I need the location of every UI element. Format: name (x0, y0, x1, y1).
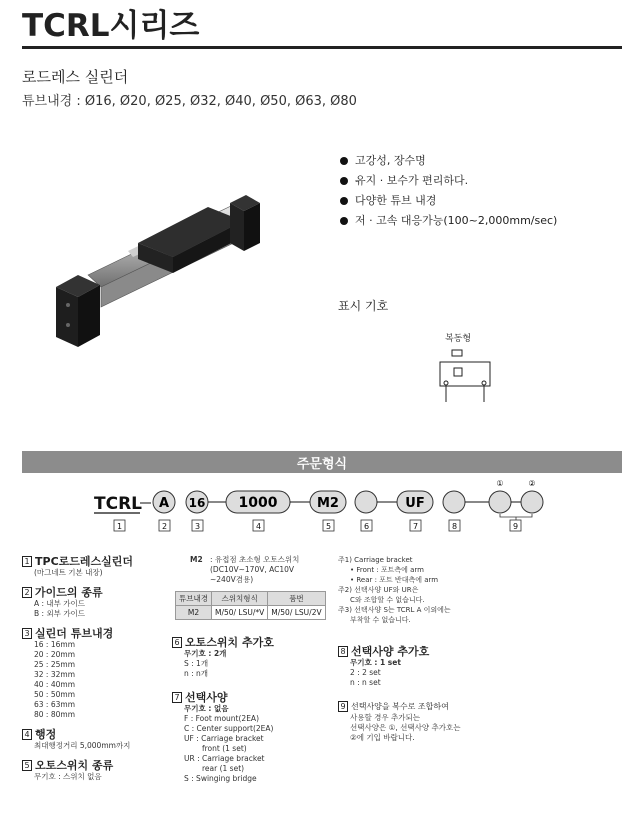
section-item: 80 : 80mm (34, 710, 75, 719)
option-mark: ② (528, 479, 536, 488)
section-item: 사용할 경우 추가되는 (350, 713, 420, 722)
code-token: 1000 (238, 495, 278, 511)
table-cell: M/50/ LSU/2V (268, 606, 325, 620)
section-heading: 4 행정 (22, 728, 172, 741)
page-title: TCRL시리즈 (22, 8, 200, 44)
section-item: UF : Carriage bracket (184, 734, 264, 743)
code-box-number: 6 (363, 522, 370, 531)
note-line: C와 조합할 수 없습니다. (350, 596, 425, 604)
spec-column-3 (338, 555, 488, 743)
section-heading: 1 TPC로드레스실린더 (22, 555, 172, 568)
symbol-label: 복동형 (445, 334, 472, 344)
section-item: 선택사양은 ①, 선택사양 추가호는 (350, 723, 461, 732)
switch-table (175, 591, 326, 620)
note-line: • Rear : 포트 반대측에 arm (350, 576, 439, 584)
section-item: 50 : 50mm (34, 690, 75, 699)
code-box-number: 4 (255, 522, 262, 531)
m2-description: M2 : 유접점 초소형 오토스위치 (DC10V~170V, AC10V ~240V겸용) (190, 555, 300, 584)
double-acting-symbol-icon (430, 348, 500, 404)
section-item: C : Center support(2EA) (184, 724, 274, 733)
section-item: 최대행정거리 5,000mm까지 (34, 741, 131, 750)
code-token: UF (405, 496, 425, 511)
order-format-title: 주문형식 (296, 457, 348, 472)
section-item: 무기호 : 2개 (184, 649, 227, 658)
section-heading: 8 선택사양 추가호 (338, 645, 488, 658)
section-item: S : 1개 (184, 659, 209, 668)
note-line: • Front : 포트측에 arm (350, 566, 425, 574)
bullet-icon (340, 157, 348, 165)
bullet-icon (340, 217, 348, 225)
section-heading: 7 선택사양 (172, 691, 332, 704)
order-format-bar (22, 451, 622, 473)
section-heading: 6 오토스위치 추가호 (172, 636, 332, 649)
code-box-number: 7 (412, 522, 419, 531)
code-token: M2 (317, 496, 339, 511)
code-box-number: 9 (512, 522, 519, 531)
note-line: 주3) 선택사양 S는 TCRL A 이외에는 (338, 606, 451, 614)
section-heading: 5 오토스위치 종류 (22, 759, 172, 772)
code-token: TCRL (94, 494, 142, 514)
feature-item: 고강성, 장수명 (340, 151, 557, 171)
note-line: 주2) 선택사양 UF와 UR은 (338, 586, 419, 594)
section-item: 무기호 : 스위치 없음 (34, 772, 102, 781)
section-heading: 2 가이드의 종류 (22, 586, 172, 599)
feature-item: 다양한 튜브 내경 (340, 191, 557, 211)
table-header: 품번 (268, 592, 325, 606)
code-box-number: 1 (116, 522, 123, 531)
section-item: rear (1 set) (202, 764, 245, 773)
section-item: front (1 set) (202, 744, 247, 753)
section-item: 32 : 32mm (34, 670, 75, 679)
table-header: 스위치형식 (211, 592, 267, 606)
section-item: 16 : 16mm (34, 640, 75, 649)
section-item: S : Swinging bridge (184, 774, 257, 783)
spec-column-2 (172, 555, 332, 784)
table-cell: M/50/ LSU/*V (211, 606, 267, 620)
code-box-number: 8 (451, 522, 458, 531)
section-item: 무기호 : 1 set (350, 658, 401, 667)
code-box-number: 3 (194, 522, 201, 531)
bullet-icon (340, 197, 348, 205)
note-line: 부착할 수 없습니다. (350, 616, 411, 624)
section-item: B : 외부 가이드 (34, 609, 86, 618)
table-header: 튜브내경 (176, 592, 212, 606)
feature-list (340, 151, 557, 231)
section-item: UR : Carriage bracket (184, 754, 265, 763)
feature-item: 저 · 고속 대응가능(100~2,000mm/sec) (340, 211, 557, 231)
code-token: 16 (188, 496, 206, 510)
code-box-number: 5 (325, 522, 332, 531)
table-cell: M2 (176, 606, 212, 620)
section-item: n : n set (350, 678, 381, 687)
rodless-cylinder-image (48, 155, 263, 365)
title-rule (22, 46, 622, 49)
symbol-heading: 표시 기호 (338, 299, 389, 313)
note-line: 주1) Carriage bracket (338, 556, 413, 564)
bore-sizes: 튜브내경 : Ø16, Ø20, Ø25, Ø32, Ø40, Ø50, Ø63, Ø80 (22, 94, 357, 109)
section-item: 무기호 : 없음 (184, 704, 229, 713)
section-item: (마그네트 기본 내장) (34, 568, 103, 577)
section-heading: 9 선택사양을 복수로 조합하여 (338, 700, 488, 713)
order-code-diagram (22, 476, 622, 538)
section-item: ②에 기입 바랍니다. (350, 733, 415, 742)
code-box-number: 2 (161, 522, 168, 531)
section-item: 20 : 20mm (34, 650, 75, 659)
section-item: n : n개 (184, 669, 209, 678)
section-heading: 3 실린더 튜브내경 (22, 627, 172, 640)
section-item: F : Foot mount(2EA) (184, 714, 259, 723)
feature-item: 유지 · 보수가 편리하다. (340, 171, 557, 191)
product-subtitle: 로드레스 실린더 (22, 68, 129, 86)
section-item: 2 : 2 set (350, 668, 381, 677)
section-item: 63 : 63mm (34, 700, 75, 709)
section-item: 40 : 40mm (34, 680, 75, 689)
section-item: A : 내부 가이드 (34, 599, 86, 608)
section-item: 25 : 25mm (34, 660, 75, 669)
code-token: A (158, 496, 170, 511)
bullet-icon (340, 177, 348, 185)
spec-column-1 (22, 555, 172, 782)
option-mark: ① (496, 479, 504, 488)
